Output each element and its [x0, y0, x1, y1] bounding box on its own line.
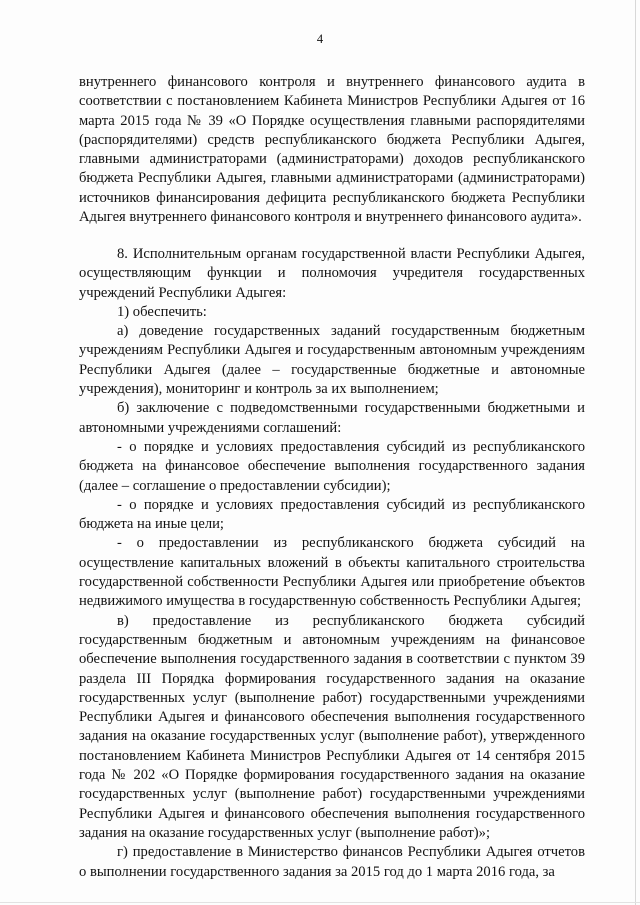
scan-edge-line — [635, 0, 636, 905]
paragraph: внутреннего финансового контроля и внутреннего финансового аудита в соответствии с постановлением Кабинета Министров Республики Адыгея от 16 марта 2015 года № 39 «О Порядке осуществления главными распорядителями (распорядителями) средств республиканского бюджета Республики Адыгея, главными администраторами (администраторами) доходов республиканского бюджета Республики Адыгея, главными администраторами (администраторами) источников финансирования дефицита республиканского бюджета Республики Адыгея внутреннего финансового контроля и внутреннего финансового аудита». — [79, 74, 585, 226]
paragraph-item-g: г) предоставление в Министерство финансов Республики Адыгея отчетов о выполнении государственного задания за 2015 год до 1 марта 2016 года, за — [79, 844, 585, 880]
paragraph-dash-1: - о порядке и условиях предоставления субсидий из республиканского бюджета на финансовое обеспечение выполнения государственного задания (далее – соглашение о предоставлении субсидии); — [79, 438, 585, 494]
paragraph-item-a: а) доведение государственных заданий государственным бюджетным учреждениям Республики Адыгея и государственным автономным учреждениям Республики Адыгея (далее – государственные бюджетные и автономные учреждения), мониторинг и контроль за их выполнением; — [79, 323, 585, 398]
paragraph-item-v: в) предоставление из республиканского бюджета субсидий государственным бюджетным и автономным учреждениям на финансовое обеспечение выполнения государственного задания в соответствии с пунктом 39 раздела III Порядка формирования государственного задания на оказание государственных услуг (выполнение работ) государственными учреждениями Республики Адыгея и финансового обеспечения выполнения государственного задания на оказание государственных услуг (выполнение работ), утвержденного постановлением Кабинета Министров Республики Адыгея от 14 сентября 2015 года № 202 «О Порядке формирования государственного задания на оказание государственных услуг (выполнение работ) государственными учреждениями Республики Адыгея и финансового обеспечения выполнения государственного задания на оказание государственных услуг (выполнение работ)»; — [79, 612, 585, 841]
scan-bottom-line — [0, 902, 640, 903]
paragraph-section-8: 8. Исполнительным органам государственной власти Республики Адыгея, осуществляющим функции и полномочия учредителя государственных учреждений Республики Адыгея: — [79, 246, 585, 301]
text-block-continuation — [79, 73, 585, 227]
paragraph-item-b: б) заключение с подведомственными государственными бюджетными и автономными учреждениями соглашений: — [79, 400, 585, 436]
paragraph-dash-2: - о порядке и условиях предоставления субсидий из республиканского бюджета на иные цели; — [79, 496, 585, 533]
text-block-section-8 — [79, 245, 585, 882]
page-number: 4 — [316, 32, 324, 46]
paragraph-dash-3: - о предоставлении из республиканского бюджета субсидий на осуществление капитальных вложений в объекты капитального строительства государственной собственности Республики Адыгея или приобретение объектов недвижимого имущества в государственную собственность Республики Адыгея; — [79, 535, 585, 610]
paragraph-item-1: 1) обеспечить: — [117, 303, 207, 320]
